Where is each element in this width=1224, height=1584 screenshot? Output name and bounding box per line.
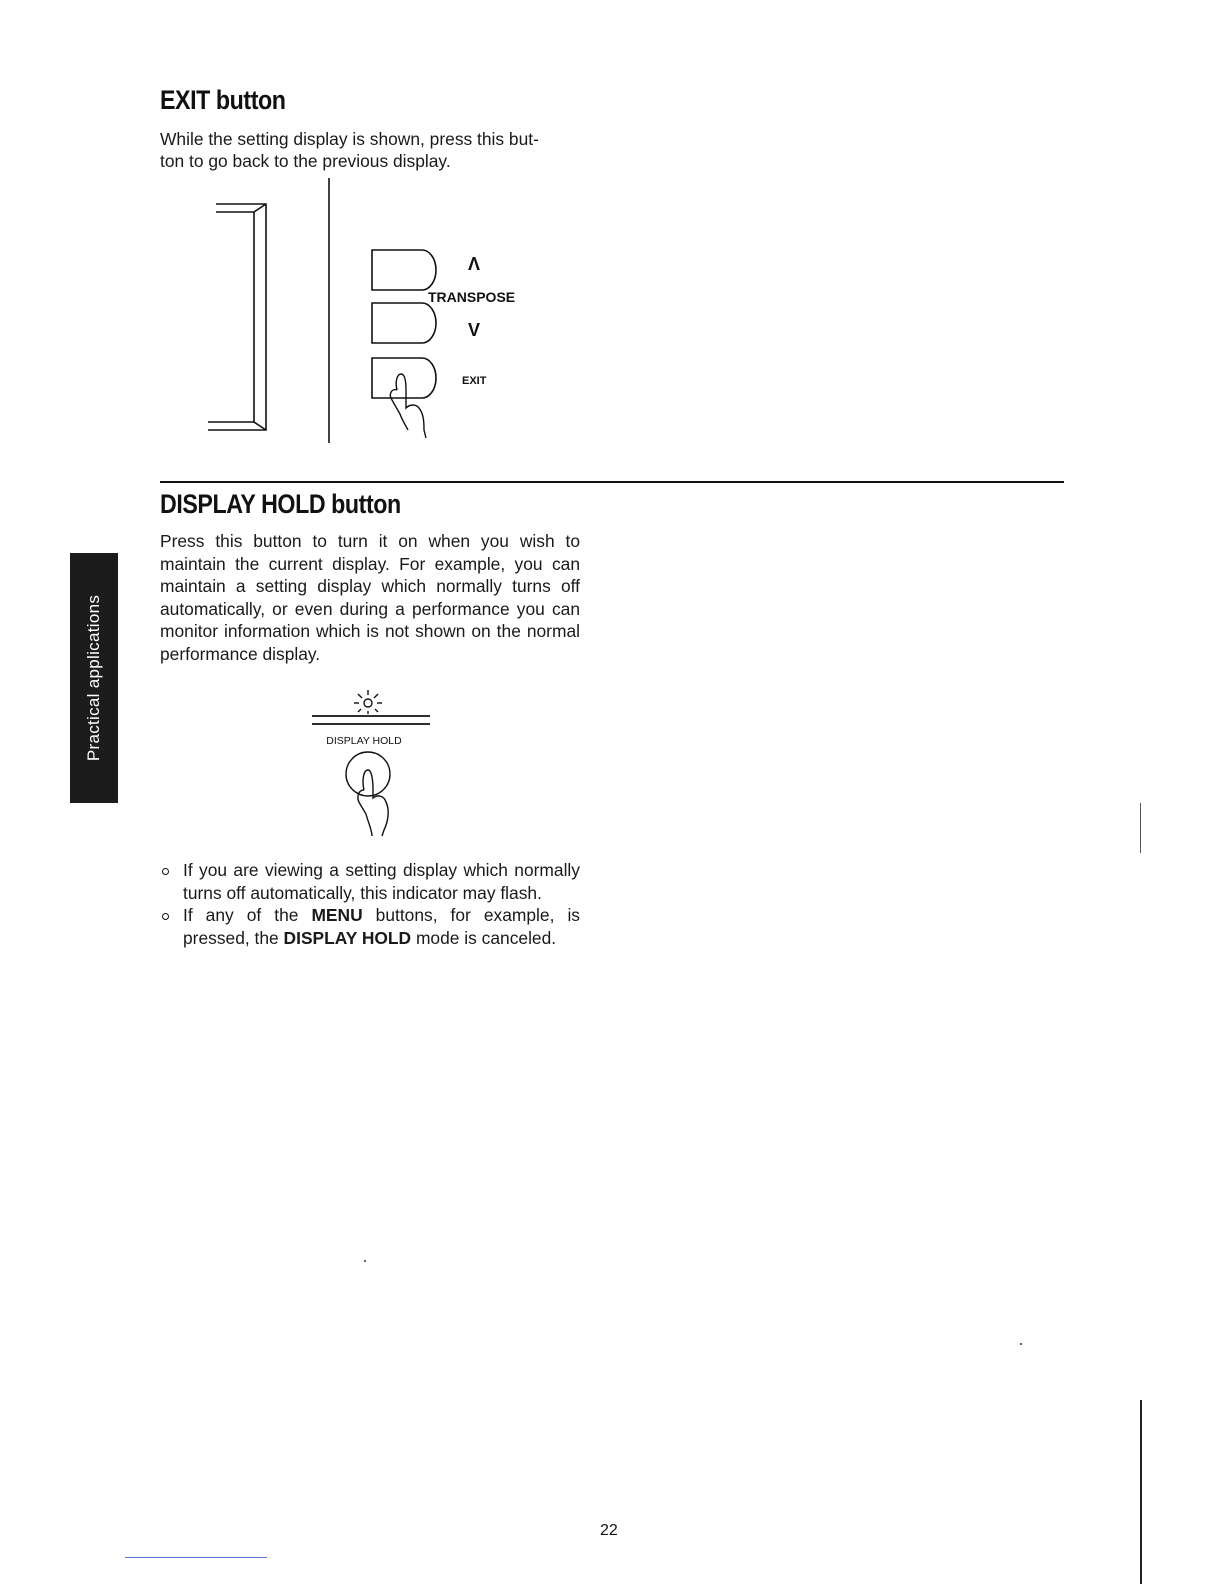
display-hold-illustration xyxy=(300,686,440,846)
bullet-icon xyxy=(162,913,169,920)
bottom-left-line xyxy=(125,1557,267,1558)
note-text: If you are viewing a setting display which normally turns off automatically, this indicator may flash. xyxy=(183,860,580,903)
exit-button-illustration xyxy=(200,178,540,448)
section-side-tab xyxy=(70,553,118,803)
display-hold-heading: DISPLAY HOLD button xyxy=(160,489,401,519)
right-margin-line-upper xyxy=(1140,803,1141,853)
display-hold-label: DISPLAY HOLD xyxy=(326,735,402,747)
section-divider xyxy=(160,481,1064,483)
transpose-down-symbol: V xyxy=(467,320,481,340)
note-text: If any of the xyxy=(183,905,312,925)
exit-button-heading: EXIT button xyxy=(160,85,286,115)
notes-list xyxy=(160,859,580,949)
exit-description-line-1: While the setting display is shown, press this but- xyxy=(160,129,539,149)
side-tab-label: Practical applications xyxy=(84,594,103,762)
scan-speck xyxy=(1020,1343,1022,1345)
note-item xyxy=(160,904,580,949)
exit-description-line-2: ton to go back to the previous display. xyxy=(160,151,451,171)
scan-speck xyxy=(364,1260,366,1262)
note-text: buttons, for example, is pressed, the xyxy=(183,905,580,948)
note-item xyxy=(160,859,580,904)
exit-label: EXIT xyxy=(462,375,487,387)
transpose-label: TRANSPOSE xyxy=(428,289,516,305)
transpose-up-symbol: Λ xyxy=(467,254,481,274)
menu-emphasis: MENU xyxy=(311,905,363,925)
right-margin-line-lower xyxy=(1140,1400,1142,1584)
display-hold-description: Press this button to turn it on when you wish to maintain the current display. For example, you can maintain a setting display which normally turns off automatically, or even during a performance you can monitor information which is not shown on the normal performance display. xyxy=(160,531,580,664)
bullet-icon xyxy=(162,868,169,875)
note-text: mode is canceled. xyxy=(411,927,557,948)
page-number: 22 xyxy=(600,1522,618,1539)
display-hold-emphasis: DISPLAY HOLD xyxy=(283,927,412,948)
